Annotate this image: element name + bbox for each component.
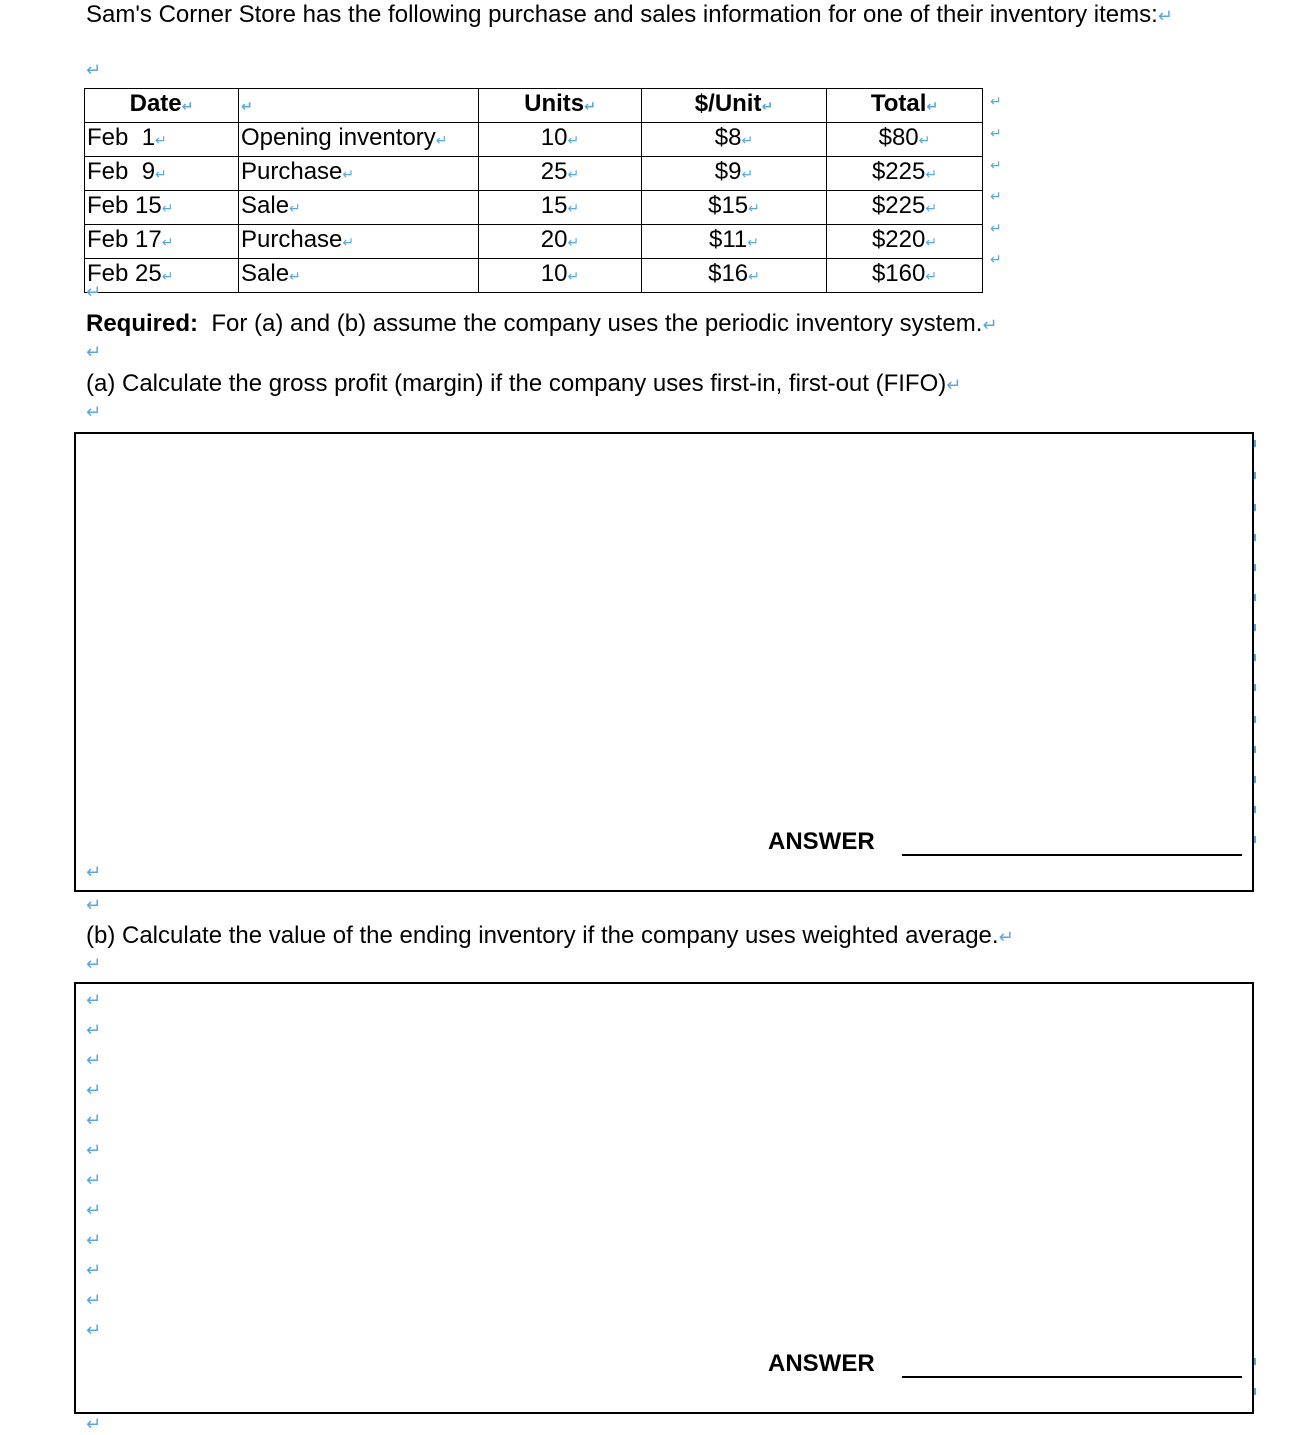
return-mark-icon: ↵ [86, 1260, 102, 1281]
return-mark-icon: ↵ [990, 189, 1002, 205]
return-mark-icon: ↵ [86, 402, 102, 423]
return-mark-icon: ↵ [990, 158, 1002, 174]
cell-date: Feb 17 [87, 226, 162, 253]
cell-total: $80 [878, 124, 919, 151]
return-mark-icon: ↵ [86, 1110, 102, 1131]
cell-description: Opening inventory [241, 124, 436, 151]
intro-text: Sam's Corner Store has the following purchase and sales information for one of their inventory items: [86, 1, 1158, 28]
answer-a-box[interactable] [74, 432, 1254, 892]
answer-b-field[interactable] [902, 1376, 1242, 1378]
return-mark-icon: ↵ [86, 1020, 102, 1041]
return-mark-icon: ↵ [1157, 6, 1173, 27]
required-paragraph: Required: For (a) and (b) assume the company uses the periodic inventory system.↵ [86, 310, 998, 337]
return-mark-icon: ↵ [990, 252, 1002, 268]
return-mark-icon: ↵ [990, 94, 1002, 110]
header-date: Date [129, 90, 182, 117]
cell-total: $225 [871, 192, 926, 219]
cell-unit-price: $15 [708, 192, 749, 219]
answer-b-box[interactable] [74, 982, 1254, 1414]
return-mark-icon: ↵ [86, 1230, 102, 1251]
return-mark-icon: ↵ [990, 221, 1002, 237]
header-total: Total [870, 90, 927, 117]
cell-description: Purchase [241, 158, 343, 185]
return-mark-icon: ↵ [86, 1414, 102, 1435]
intro-paragraph [86, 0, 1206, 31]
return-mark-icon: ↵ [86, 862, 102, 883]
return-mark-icon: ↵ [990, 126, 1002, 142]
cell-description: Sale [241, 192, 290, 219]
cell-unit-price: $16 [708, 260, 749, 287]
return-mark-icon: ↵ [86, 1320, 102, 1341]
cell-units: 10 [540, 260, 568, 287]
table-header-row: Date↵ ↵ Units↵ $/Unit↵ Total↵ [85, 89, 983, 123]
return-mark-icon: ↵ [86, 60, 102, 81]
question-a-text: (a) Calculate the gross profit (margin) if the company uses first-in, first-out (FIFO) [86, 370, 947, 397]
cell-unit-price: $8 [714, 124, 742, 151]
cell-date: Feb 1 [87, 124, 156, 151]
table-row: Feb 17↵ Purchase↵ 20↵ $11↵ $220↵ [85, 225, 983, 259]
cell-units: 20 [540, 226, 568, 253]
question-b: (b) Calculate the value of the ending inventory if the company uses weighted average.↵ [86, 922, 1014, 949]
cell-units: 10 [540, 124, 568, 151]
return-mark-icon: ↵ [86, 1140, 102, 1161]
question-b-text: (b) Calculate the value of the ending inventory if the company uses weighted average. [86, 922, 999, 949]
header-unit-price: $/Unit [694, 90, 762, 117]
cell-date: Feb 9 [87, 158, 156, 185]
question-a: (a) Calculate the gross profit (margin) if the company uses first-in, first-out (FIFO)↵ [86, 370, 962, 397]
header-units: Units [524, 90, 585, 117]
cell-date: Feb 15 [87, 192, 162, 219]
table-row: Feb 15↵ Sale↵ 15↵ $15↵ $225↵ [85, 191, 983, 225]
return-mark-icon: ↵ [86, 1050, 102, 1071]
return-mark-icon: ↵ [86, 1200, 102, 1221]
answer-a-label: ANSWER [768, 828, 875, 855]
return-mark-icon: ↵ [86, 895, 102, 916]
table-row: Feb 25↵ Sale↵ 10↵ $16↵ $160↵ [85, 259, 983, 293]
answer-b-label: ANSWER [768, 1350, 875, 1377]
return-mark-icon: ↵ [86, 1290, 102, 1311]
return-mark-icon: ↵ [86, 282, 102, 303]
cell-unit-price: $9 [714, 158, 742, 185]
table-row: Feb 1↵ Opening inventory↵ 10↵ $8↵ $80↵ [85, 123, 983, 157]
cell-description: Purchase [241, 226, 343, 253]
cell-description: Sale [241, 260, 290, 287]
inventory-table [84, 88, 983, 293]
cell-units: 25 [540, 158, 568, 185]
answer-a-field[interactable] [902, 854, 1242, 856]
return-mark-icon: ↵ [86, 990, 102, 1011]
cell-total: $220 [871, 226, 926, 253]
cell-unit-price: $11 [709, 226, 748, 253]
cell-total: $160 [871, 260, 926, 287]
cell-total: $225 [871, 158, 926, 185]
required-label: Required: [86, 310, 199, 337]
return-mark-icon: ↵ [86, 1080, 102, 1101]
return-mark-icon: ↵ [86, 1170, 102, 1191]
cell-units: 15 [540, 192, 568, 219]
return-mark-icon: ↵ [86, 954, 102, 975]
table-row: Feb 9↵ Purchase↵ 25↵ $9↵ $225↵ [85, 157, 983, 191]
cell-date: Feb 25 [87, 260, 162, 287]
required-text: For (a) and (b) assume the company uses the periodic inventory system. [211, 310, 983, 337]
return-mark-icon: ↵ [86, 342, 102, 363]
